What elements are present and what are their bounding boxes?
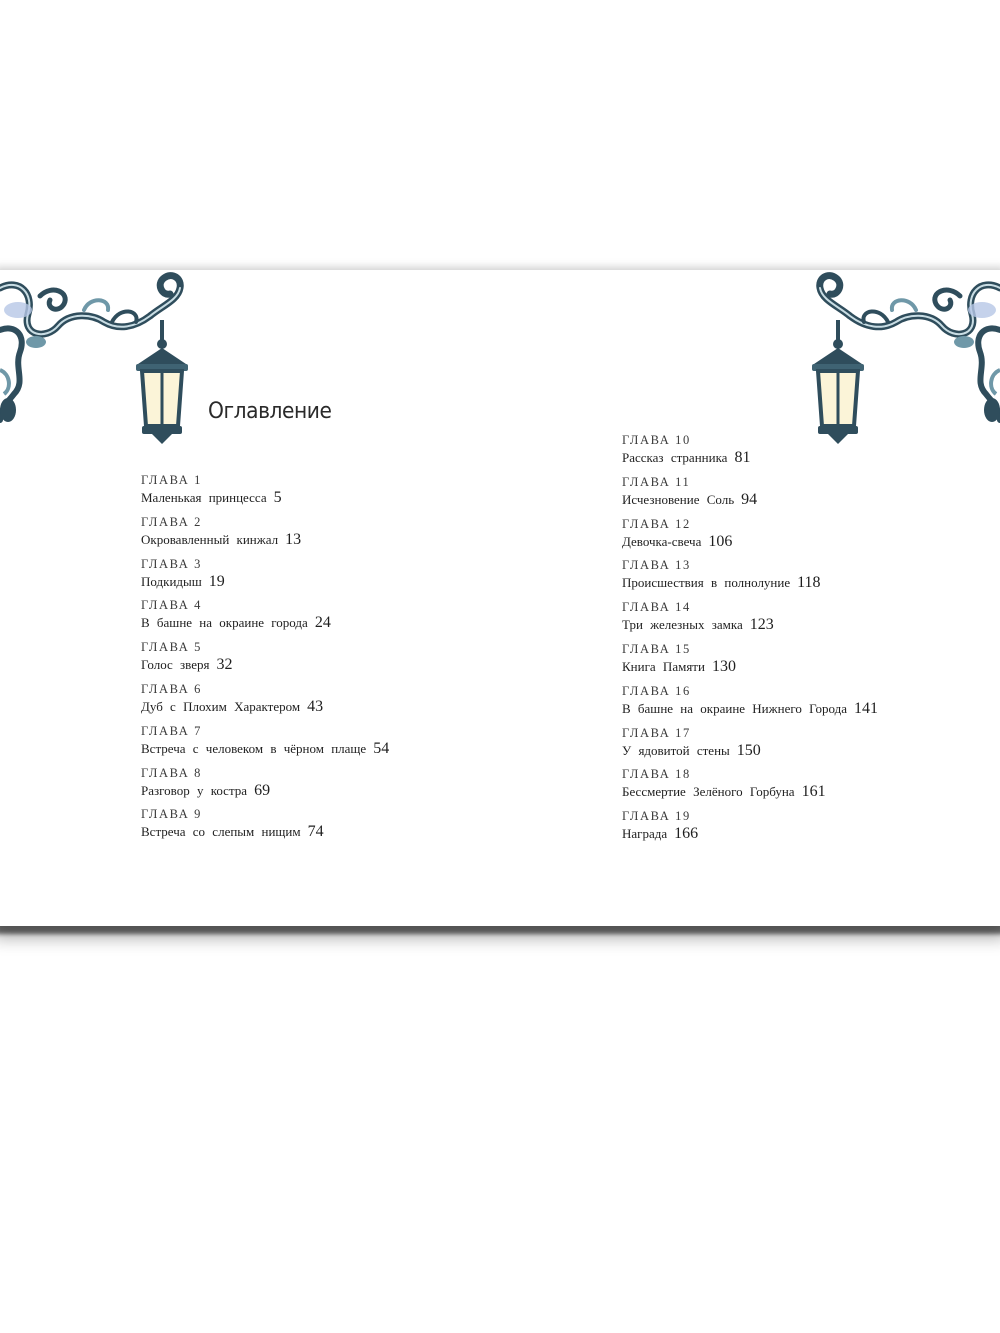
chapter-title: У ядовитой стены <box>622 742 730 758</box>
chapter-label: ГЛАВА 4 <box>141 598 202 613</box>
toc-entry <box>622 474 878 516</box>
chapter-page-number: 54 <box>373 739 390 757</box>
chapter-page-number: 19 <box>208 572 225 590</box>
chapter-page-number: 141 <box>854 699 878 717</box>
chapter-title: Окровавленный кинжал <box>141 531 279 547</box>
toc-entry <box>622 432 878 474</box>
chapter-label: ГЛАВА 12 <box>622 516 691 531</box>
toc-entry <box>141 639 389 681</box>
toc-entry <box>141 472 389 514</box>
chapter-title: Маленькая принцесса <box>141 490 267 505</box>
chapter-page-number: 32 <box>216 656 233 674</box>
chapter-title: Подкидыш <box>141 573 202 589</box>
toc-entry <box>141 597 389 639</box>
toc-entry <box>141 681 389 723</box>
chapter-page-number: 130 <box>711 657 736 675</box>
chapter-label: ГЛАВА 3 <box>141 556 202 571</box>
chapter-title: Девочка-свеча <box>622 533 702 549</box>
chapter-page-number: 13 <box>285 530 302 548</box>
chapter-label: ГЛАВА 17 <box>622 725 691 740</box>
toc-entry <box>141 514 389 556</box>
toc-entry <box>141 765 389 807</box>
chapter-page-number: 150 <box>736 741 761 759</box>
chapter-label: ГЛАВА 14 <box>622 600 691 615</box>
chapter-label: ГЛАВА 9 <box>141 807 202 822</box>
toc-entry <box>141 723 389 765</box>
chapter-page-number: 81 <box>734 449 751 466</box>
chapter-page-number: 123 <box>749 616 774 634</box>
chapter-label: ГЛАВА 18 <box>622 767 691 782</box>
chapter-title: Голос зверя <box>141 657 210 673</box>
chapter-label: ГЛАВА 11 <box>622 474 691 489</box>
chapter-title: Разговор у костра <box>141 782 248 798</box>
chapter-title: Исчезновение Соль <box>622 491 735 507</box>
toc-entry <box>622 641 878 683</box>
chapter-page-number: 43 <box>307 697 324 715</box>
chapter-page-number: 166 <box>674 825 699 843</box>
lantern-bracket-icon <box>0 270 200 455</box>
chapter-label: ГЛАВА 7 <box>141 723 202 738</box>
chapter-page-number: 69 <box>254 781 271 799</box>
chapter-title: Награда <box>622 826 668 842</box>
chapter-title: Бессмертие Зелёного Горбуна <box>622 784 795 800</box>
chapter-page-number: 5 <box>273 489 282 506</box>
chapter-page-number: 106 <box>708 532 733 550</box>
toc-left-column <box>141 472 389 848</box>
toc-entry <box>622 766 878 808</box>
chapter-page-number: 161 <box>801 783 826 801</box>
chapter-title: Книга Памяти <box>622 658 705 674</box>
chapter-page-number: 94 <box>741 490 758 508</box>
chapter-title: Дуб с Плохим Характером <box>141 698 301 714</box>
chapter-page-number: 118 <box>797 574 821 592</box>
chapter-label: ГЛАВА 19 <box>622 809 691 824</box>
chapter-title: Встреча со слепым нищим <box>141 824 301 840</box>
chapter-title: Встреча с человеком в чёрном плаще <box>141 740 367 756</box>
chapter-label: ГЛАВА 16 <box>622 683 691 698</box>
toc-entry <box>622 516 878 558</box>
chapter-page-number: 24 <box>314 614 331 632</box>
toc-entry <box>141 806 389 848</box>
chapter-title: Рассказ странника <box>622 450 728 465</box>
chapter-label: ГЛАВА 2 <box>141 514 202 529</box>
chapter-title: Три железных замка <box>622 617 743 633</box>
chapter-label: ГЛАВА 5 <box>141 640 202 655</box>
toc-entry <box>622 599 878 641</box>
chapter-label: ГЛАВА 6 <box>141 681 202 696</box>
chapter-label: ГЛАВА 15 <box>622 641 691 656</box>
toc-entry <box>622 808 878 850</box>
chapter-label: ГЛАВА 8 <box>141 765 202 780</box>
chapter-title: Происшествия в полнолуние <box>622 575 791 591</box>
chapter-label: ГЛАВА 1 <box>141 473 202 487</box>
toc-entry <box>141 556 389 598</box>
lantern-bracket-icon <box>800 270 1000 455</box>
toc-title: Оглавление <box>208 399 332 424</box>
toc-right-column <box>622 432 878 850</box>
toc-entry <box>622 557 878 599</box>
chapter-title: В башне на окраине города <box>141 615 308 631</box>
chapter-page-number: 74 <box>307 823 324 841</box>
chapter-label: ГЛАВА 10 <box>622 433 691 447</box>
chapter-label: ГЛАВА 13 <box>622 558 691 573</box>
chapter-title: В башне на окраине Нижнего Города <box>622 700 847 716</box>
toc-entry <box>622 683 878 725</box>
toc-entry <box>622 725 878 767</box>
